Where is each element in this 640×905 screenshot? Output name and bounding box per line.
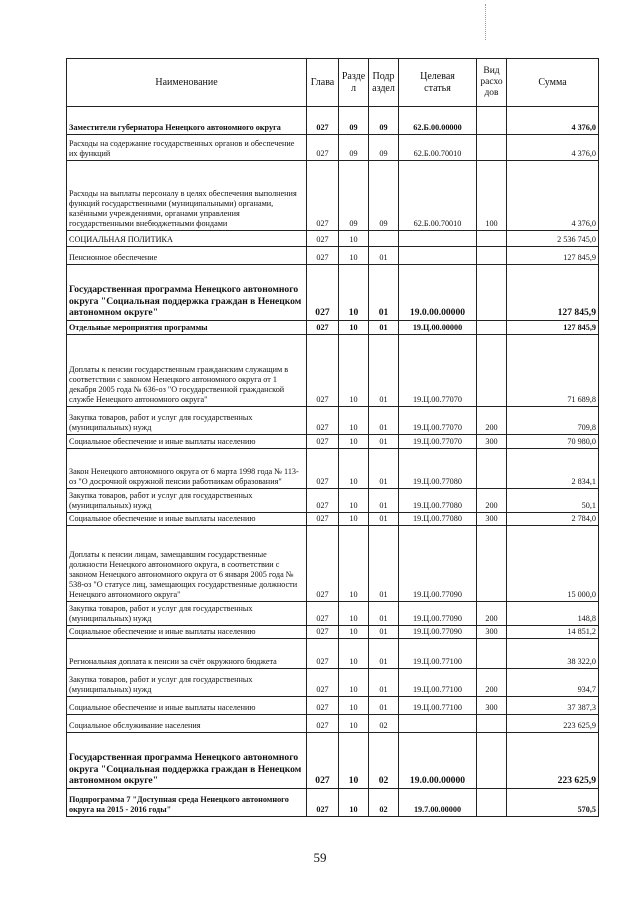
row-sum: 4 376,0 [507, 107, 599, 135]
row-sum: 127 845,9 [507, 247, 599, 265]
table-row [67, 639, 599, 669]
row-name: Заместители губернатора Ненецкого автономного округа [67, 107, 307, 135]
row-chapter: 027 [307, 407, 339, 435]
row-subsection: 01 [369, 639, 399, 669]
header-name: Наименование [67, 59, 307, 107]
row-chapter: 027 [307, 715, 339, 733]
row-section: 10 [339, 733, 369, 789]
row-expense-type: 300 [477, 513, 507, 526]
row-expense-type: 300 [477, 697, 507, 715]
row-expense-type [477, 449, 507, 489]
row-sum: 2 536 745,0 [507, 231, 599, 247]
row-section: 10 [339, 639, 369, 669]
row-expense-type [477, 107, 507, 135]
table-row [67, 161, 599, 231]
row-subsection: 01 [369, 626, 399, 639]
row-subsection: 01 [369, 449, 399, 489]
row-expense-type [477, 639, 507, 669]
row-sum: 4 376,0 [507, 135, 599, 161]
row-sum: 570,5 [507, 789, 599, 817]
row-chapter: 027 [307, 231, 339, 247]
row-expense-type [477, 335, 507, 407]
row-target: 19.0.00.00000 [399, 265, 477, 321]
row-target: 62.Б.00.70010 [399, 135, 477, 161]
row-subsection: 01 [369, 669, 399, 697]
row-expense-type [477, 789, 507, 817]
row-subsection: 01 [369, 321, 399, 335]
row-section: 10 [339, 449, 369, 489]
row-subsection: 01 [369, 335, 399, 407]
row-sum: 148,8 [507, 602, 599, 626]
row-expense-type: 200 [477, 602, 507, 626]
row-target [399, 715, 477, 733]
row-expense-type [477, 231, 507, 247]
row-chapter: 027 [307, 135, 339, 161]
row-target: 19.Ц.00.77070 [399, 407, 477, 435]
row-section: 09 [339, 161, 369, 231]
row-expense-type: 300 [477, 626, 507, 639]
row-section: 10 [339, 697, 369, 715]
row-expense-type [477, 733, 507, 789]
row-expense-type [477, 321, 507, 335]
table-row [67, 697, 599, 715]
row-chapter: 027 [307, 489, 339, 513]
row-name: Отдельные мероприятия программы [67, 321, 307, 335]
row-sum: 50,1 [507, 489, 599, 513]
row-sum: 70 980,0 [507, 435, 599, 449]
row-subsection: 01 [369, 513, 399, 526]
row-subsection: 02 [369, 715, 399, 733]
row-target: 19.Ц.00.77070 [399, 335, 477, 407]
margin-mark [485, 4, 487, 40]
row-subsection: 09 [369, 107, 399, 135]
row-expense-type: 200 [477, 489, 507, 513]
row-subsection: 02 [369, 733, 399, 789]
row-section: 10 [339, 321, 369, 335]
header-target: Целевая статья [399, 59, 477, 107]
row-name: Социальное обеспечение и иные выплаты населению [67, 513, 307, 526]
row-sum: 2 784,0 [507, 513, 599, 526]
row-name: Социальное обеспечение и иные выплаты населению [67, 435, 307, 449]
table-row [67, 602, 599, 626]
table-header-row [67, 59, 599, 107]
row-target: 19.Ц.00.77080 [399, 489, 477, 513]
row-expense-type: 200 [477, 669, 507, 697]
row-name: Расходы на выплаты персоналу в целях обеспечения выполнения функций государственными (муниципальными) органами, казёнными учреждениями, органами управления государственными внебюджетными фондами [67, 161, 307, 231]
row-sum: 2 834,1 [507, 449, 599, 489]
row-target [399, 231, 477, 247]
page-number: 59 [313, 850, 327, 865]
row-chapter: 027 [307, 639, 339, 669]
row-name: Закупка товаров, работ и услуг для государственных (муниципальных) нужд [67, 669, 307, 697]
row-expense-type [477, 715, 507, 733]
row-name: Расходы на содержание государственных органов и обеспечение их функций [67, 135, 307, 161]
table-row [67, 265, 599, 321]
row-target: 19.Ц.00.77080 [399, 449, 477, 489]
row-target: 19.Ц.00.77100 [399, 639, 477, 669]
row-section: 10 [339, 247, 369, 265]
table-row [67, 715, 599, 733]
row-name: Социальное обслуживание населения [67, 715, 307, 733]
row-expense-type [477, 265, 507, 321]
header-expense-type: Вид расхо дов [477, 59, 507, 107]
row-chapter: 027 [307, 335, 339, 407]
table-row [67, 513, 599, 526]
row-section: 10 [339, 526, 369, 602]
header-chapter: Глава [307, 59, 339, 107]
row-name: Доплаты к пенсии государственным гражданским служащим в соответствии с законом Ненецкого автономного округа от 1 декабря 2005 года № 636-оз "О государственной гражданской службе Ненецкого автономного округа" [67, 335, 307, 407]
row-section: 10 [339, 513, 369, 526]
row-chapter: 027 [307, 602, 339, 626]
row-expense-type [477, 135, 507, 161]
row-target: 19.Ц.00.77100 [399, 669, 477, 697]
row-target: 19.Ц.00.77100 [399, 697, 477, 715]
row-target: 19.Ц.00.77090 [399, 602, 477, 626]
row-target: 19.Ц.00.77090 [399, 626, 477, 639]
row-target: 19.Ц.00.77090 [399, 526, 477, 602]
row-target: 19.Ц.00.00000 [399, 321, 477, 335]
header-section: Разде л [339, 59, 369, 107]
table-row [67, 526, 599, 602]
row-target: 19.7.00.00000 [399, 789, 477, 817]
row-sum: 223 625,9 [507, 715, 599, 733]
row-target [399, 247, 477, 265]
table-row [67, 449, 599, 489]
row-section: 09 [339, 107, 369, 135]
row-name: СОЦИАЛЬНАЯ ПОЛИТИКА [67, 231, 307, 247]
row-sum: 37 387,3 [507, 697, 599, 715]
row-section: 10 [339, 435, 369, 449]
row-target: 62.Б.00.70010 [399, 161, 477, 231]
row-name: Региональная доплата к пенсии за счёт окружного бюджета [67, 639, 307, 669]
row-name: Закупка товаров, работ и услуг для государственных (муниципальных) нужд [67, 602, 307, 626]
row-chapter: 027 [307, 733, 339, 789]
table-row [67, 626, 599, 639]
table-row [67, 335, 599, 407]
table-row [67, 247, 599, 265]
row-expense-type [477, 526, 507, 602]
row-subsection: 09 [369, 135, 399, 161]
row-sum: 223 625,9 [507, 733, 599, 789]
header-subsection: Подр аздел [369, 59, 399, 107]
table-row [67, 321, 599, 335]
table-row [67, 733, 599, 789]
row-target: 19.Ц.00.77070 [399, 435, 477, 449]
row-sum: 14 851,2 [507, 626, 599, 639]
row-subsection: 02 [369, 789, 399, 817]
table-row [67, 789, 599, 817]
row-chapter: 027 [307, 626, 339, 639]
row-target: 19.0.00.00000 [399, 733, 477, 789]
row-sum: 934,7 [507, 669, 599, 697]
row-chapter: 027 [307, 321, 339, 335]
row-chapter: 027 [307, 526, 339, 602]
row-chapter: 027 [307, 669, 339, 697]
row-section: 10 [339, 407, 369, 435]
row-name: Доплаты к пенсии лицам, замещавшим государственные должности Ненецкого автономного округа, в соответствии с законом Ненецкого автономного округа от 6 января 2005 года № 538-оз "О статусе лиц, замещающих государственные должности Ненецкого автономного округа" [67, 526, 307, 602]
row-subsection: 01 [369, 526, 399, 602]
row-section: 10 [339, 489, 369, 513]
row-section: 10 [339, 265, 369, 321]
row-subsection: 01 [369, 407, 399, 435]
row-target: 62.Б.00.00000 [399, 107, 477, 135]
header-sum: Сумма [507, 59, 599, 107]
row-expense-type [477, 247, 507, 265]
row-sum: 4 376,0 [507, 161, 599, 231]
row-section: 10 [339, 626, 369, 639]
row-section: 10 [339, 789, 369, 817]
row-chapter: 027 [307, 161, 339, 231]
row-section: 10 [339, 715, 369, 733]
row-name: Государственная программа Ненецкого автономного округа "Социальная поддержка граждан в Ненецком автономном округе" [67, 265, 307, 321]
row-chapter: 027 [307, 435, 339, 449]
row-section: 10 [339, 335, 369, 407]
row-subsection: 01 [369, 489, 399, 513]
row-name: Социальное обеспечение и иные выплаты населению [67, 626, 307, 639]
row-chapter: 027 [307, 107, 339, 135]
row-name: Социальное обеспечение и иные выплаты населению [67, 697, 307, 715]
row-sum: 15 000,0 [507, 526, 599, 602]
row-name: Пенсионное обеспечение [67, 247, 307, 265]
row-name: Закон Ненецкого автономного округа от 6 марта 1998 года № 113-оз "О досрочной окружной пенсии работникам образования" [67, 449, 307, 489]
table-row [67, 669, 599, 697]
row-sum: 709,8 [507, 407, 599, 435]
row-expense-type: 300 [477, 435, 507, 449]
budget-table [66, 58, 599, 817]
row-chapter: 027 [307, 513, 339, 526]
table-body [67, 107, 599, 817]
table-row [67, 107, 599, 135]
table-row [67, 231, 599, 247]
row-subsection: 01 [369, 435, 399, 449]
row-sum: 71 689,8 [507, 335, 599, 407]
row-name: Закупка товаров, работ и услуг для государственных (муниципальных) нужд [67, 407, 307, 435]
row-section: 10 [339, 602, 369, 626]
row-chapter: 027 [307, 449, 339, 489]
row-section: 09 [339, 135, 369, 161]
row-sum: 127 845,9 [507, 321, 599, 335]
row-name: Закупка товаров, работ и услуг для государственных (муниципальных) нужд [67, 489, 307, 513]
row-section: 10 [339, 231, 369, 247]
row-chapter: 027 [307, 789, 339, 817]
row-chapter: 027 [307, 697, 339, 715]
row-name: Государственная программа Ненецкого автономного округа "Социальная поддержка граждан в Ненецком автономном округе" [67, 733, 307, 789]
table-row [67, 435, 599, 449]
row-subsection: 01 [369, 265, 399, 321]
row-expense-type: 100 [477, 161, 507, 231]
row-sum: 38 322,0 [507, 639, 599, 669]
row-subsection: 01 [369, 697, 399, 715]
table-row [67, 135, 599, 161]
row-subsection: 01 [369, 602, 399, 626]
row-name: Подпрограмма 7 "Доступная среда Ненецкого автономного округа на 2015 - 2016 годы" [67, 789, 307, 817]
table-row [67, 407, 599, 435]
row-target: 19.Ц.00.77080 [399, 513, 477, 526]
table-row [67, 489, 599, 513]
row-chapter: 027 [307, 265, 339, 321]
row-expense-type: 200 [477, 407, 507, 435]
row-subsection: 09 [369, 161, 399, 231]
row-section: 10 [339, 669, 369, 697]
row-subsection [369, 231, 399, 247]
row-chapter: 027 [307, 247, 339, 265]
row-sum: 127 845,9 [507, 265, 599, 321]
row-subsection: 01 [369, 247, 399, 265]
